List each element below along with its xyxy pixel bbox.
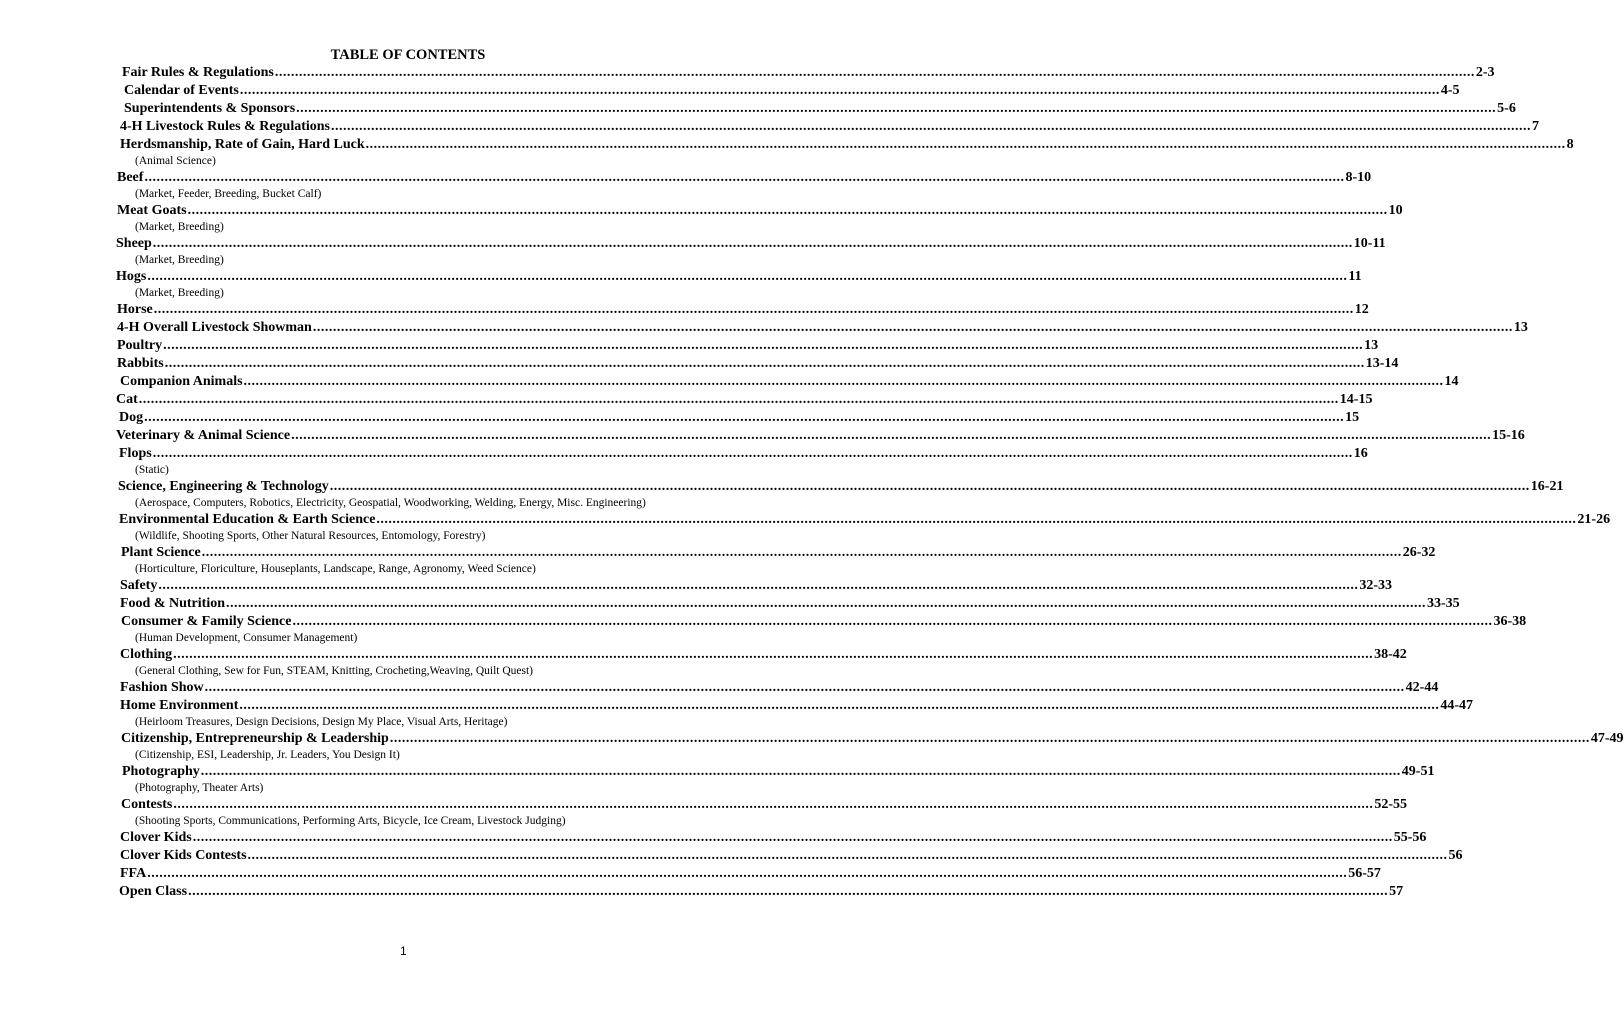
- toc-entry-label: Companion Animals: [120, 374, 243, 389]
- toc-entry-pages: 36-38: [1493, 614, 1527, 629]
- toc-entry-pages: 15-16: [1492, 428, 1525, 443]
- dot-leader: ............................................................................................................................................................................................................................................................................................................: [376, 512, 1577, 527]
- toc-subcategory: (Market, Breeding): [135, 221, 224, 233]
- toc-entry-pages: 13: [1513, 320, 1528, 335]
- toc-entry: [116, 427, 1525, 445]
- toc-entry: [121, 796, 1408, 814]
- toc-entry-pages: 47-49: [1590, 731, 1624, 746]
- toc-entry-pages: 13: [1364, 338, 1379, 353]
- toc-entry-label: Cat: [116, 392, 138, 407]
- toc-entry: [116, 235, 1386, 253]
- toc-entry: [116, 391, 1373, 409]
- dot-leader: ............................................................................................................................................................................................................................................................................................................: [200, 764, 1401, 779]
- toc-entry: [120, 697, 1474, 715]
- toc-entry: [124, 82, 1460, 100]
- dot-leader: ............................................................................................................................................................................................................................................................................................................: [226, 596, 1426, 611]
- toc-entry-label: Flops: [119, 446, 152, 461]
- toc-subcategory: (Aerospace, Computers, Robotics, Electricity, Geospatial, Woodworking, Welding, Energy, Misc. Engineering): [135, 497, 646, 509]
- toc-entry-label: 4-H Overall Livestock Showman: [117, 320, 312, 335]
- toc-entry: [120, 373, 1459, 391]
- toc-subcategory: (Wildlife, Shooting Sports, Other Natural Resources, Entomology, Forestry): [135, 530, 486, 542]
- toc-entry: [118, 478, 1564, 496]
- dot-leader: ............................................................................................................................................................................................................................................................................................................: [331, 119, 1531, 134]
- toc-entry: [120, 595, 1460, 613]
- dot-leader: ............................................................................................................................................................................................................................................................................................................: [147, 269, 1348, 284]
- toc-entry-pages: 8: [1566, 137, 1574, 152]
- toc-entry-pages: 56: [1448, 848, 1463, 863]
- toc-entry: [120, 118, 1539, 136]
- toc-entry-pages: 5-6: [1497, 101, 1516, 116]
- toc-entry-label: Sheep: [116, 236, 152, 251]
- toc-entry: [120, 679, 1439, 697]
- dot-leader: ............................................................................................................................................................................................................................................................................................................: [204, 680, 1405, 695]
- toc-entry: [121, 730, 1624, 748]
- toc-subcategory: (Static): [135, 464, 169, 476]
- toc-entry-label: Veterinary & Animal Science: [116, 428, 291, 443]
- toc-entry: [120, 136, 1574, 154]
- toc-entry: [120, 646, 1407, 664]
- toc-entry-pages: 13-14: [1365, 356, 1399, 371]
- toc-entry-label: Photography: [122, 764, 200, 779]
- toc-entry-pages: 14: [1444, 374, 1459, 389]
- toc-entry-label: Food & Nutrition: [120, 596, 225, 611]
- toc-entry-pages: 14-15: [1339, 392, 1373, 407]
- toc-entry-label: Clover Kids Contests: [120, 848, 247, 863]
- toc-entry-label: Calendar of Events: [124, 83, 239, 98]
- toc-entry-pages: 10-11: [1353, 236, 1386, 251]
- toc-entry-label: Dog: [119, 410, 144, 425]
- toc-entry-label: Fair Rules & Regulations: [122, 65, 274, 80]
- toc-subcategory: (Human Development, Consumer Management): [135, 632, 358, 644]
- toc-entry: [120, 577, 1392, 595]
- dot-leader: ............................................................................................................................................................................................................................................................................................................: [158, 578, 1359, 593]
- toc-entry-pages: 52-55: [1374, 797, 1408, 812]
- dot-leader: ............................................................................................................................................................................................................................................................................................................: [173, 797, 1374, 812]
- toc-entry-pages: 57: [1389, 884, 1404, 899]
- toc-entry-pages: 44-47: [1440, 698, 1474, 713]
- toc-entry-label: Rabbits: [117, 356, 164, 371]
- toc-entry-label: Superintendents & Sponsors: [124, 101, 296, 116]
- toc-entry-pages: 16: [1353, 446, 1368, 461]
- toc-entry: [119, 883, 1404, 901]
- dot-leader: ............................................................................................................................................................................................................................................................................................................: [188, 884, 1389, 899]
- dot-leader: ............................................................................................................................................................................................................................................................................................................: [163, 338, 1364, 353]
- toc-entry: [116, 268, 1362, 286]
- toc-entry: [119, 511, 1611, 529]
- toc-entry-label: Herdsmanship, Rate of Gain, Hard Luck: [120, 137, 365, 152]
- toc-entry-pages: 12: [1354, 302, 1369, 317]
- dot-leader: ............................................................................................................................................................................................................................................................................................................: [274, 65, 1475, 80]
- toc-entry: [121, 613, 1527, 631]
- dot-leader: ............................................................................................................................................................................................................................................................................................................: [192, 830, 1393, 845]
- toc-entry-label: Clothing: [120, 647, 173, 662]
- dot-leader: ............................................................................................................................................................................................................................................................................................................: [239, 83, 1440, 98]
- toc-entry-pages: 55-56: [1393, 830, 1427, 845]
- toc-subcategory: (General Clothing, Sew for Fun, STEAM, Knitting, Crocheting,Weaving, Quilt Quest): [135, 665, 534, 677]
- toc-entry-pages: 15: [1345, 410, 1360, 425]
- dot-leader: ............................................................................................................................................................................................................................................................................................................: [138, 392, 1339, 407]
- toc-entry-label: FFA: [120, 866, 147, 881]
- dot-leader: ............................................................................................................................................................................................................................................................................................................: [292, 614, 1493, 629]
- dot-leader: ............................................................................................................................................................................................................................................................................................................: [365, 137, 1566, 152]
- toc-entry-pages: 4-5: [1440, 83, 1460, 98]
- toc-entry: [117, 319, 1528, 337]
- toc-entry: [117, 301, 1369, 319]
- toc-subcategory: (Citizenship, ESI, Leadership, Jr. Leaders, You Design It): [135, 749, 400, 761]
- toc-subcategory: (Photography, Theater Arts): [135, 782, 264, 794]
- dot-leader: ............................................................................................................................................................................................................................................................................................................: [144, 170, 1345, 185]
- toc-entry-pages: 10: [1388, 203, 1403, 218]
- toc-entry: [117, 337, 1379, 355]
- toc-entry-label: Horse: [117, 302, 153, 317]
- toc-entry: [121, 544, 1436, 562]
- toc-entry-label: Consumer & Family Science: [121, 614, 292, 629]
- dot-leader: ............................................................................................................................................................................................................................................................................................................: [187, 203, 1388, 218]
- toc-entry-label: Clover Kids: [120, 830, 192, 845]
- dot-leader: ............................................................................................................................................................................................................................................................................................................: [153, 302, 1354, 317]
- dot-leader: ............................................................................................................................................................................................................................................................................................................: [173, 647, 1374, 662]
- toc-entry: [122, 763, 1435, 781]
- dot-leader: ............................................................................................................................................................................................................................................................................................................: [144, 410, 1345, 425]
- toc-entry-pages: 8-10: [1345, 170, 1372, 185]
- toc-entry-label: Citizenship, Entrepreneurship & Leadership: [121, 731, 389, 746]
- toc-subcategory: (Shooting Sports, Communications, Performing Arts, Bicycle, Ice Cream, Livestock Judging): [135, 815, 566, 827]
- toc-entry: [117, 355, 1399, 373]
- toc-subcategory: (Market, Breeding): [135, 287, 224, 299]
- dot-leader: ............................................................................................................................................................................................................................................................................................................: [312, 320, 1513, 335]
- toc-entry: [120, 829, 1427, 847]
- toc-entry: [117, 169, 1372, 187]
- toc-entry-label: Home Environment: [120, 698, 239, 713]
- toc-entry-label: Open Class: [119, 884, 188, 899]
- toc-entry-label: Environmental Education & Earth Science: [119, 512, 376, 527]
- toc-entry-label: Beef: [117, 170, 144, 185]
- dot-leader: ............................................................................................................................................................................................................................................................................................................: [296, 101, 1497, 116]
- toc-entry: [117, 202, 1403, 220]
- toc-entry-pages: 32-33: [1359, 578, 1392, 593]
- page-title: TABLE OF CONTENTS: [330, 47, 486, 63]
- toc-entry-pages: 11: [1348, 269, 1362, 284]
- toc-entry: [120, 865, 1381, 883]
- toc-entry-label: 4-H Livestock Rules & Regulations: [120, 119, 330, 134]
- toc-entry-label: Plant Science: [121, 545, 201, 560]
- toc-subcategory: (Heirloom Treasures, Design Decisions, Design My Place, Visual Arts, Heritage): [135, 716, 508, 728]
- toc-entry-label: Poultry: [117, 338, 163, 353]
- toc-subcategory: (Animal Science): [135, 155, 216, 167]
- dot-leader: ............................................................................................................................................................................................................................................................................................................: [389, 731, 1590, 746]
- toc-entry-pages: 26-32: [1402, 545, 1436, 560]
- toc-entry: [119, 445, 1368, 463]
- toc-entry-pages: 16-21: [1530, 479, 1564, 494]
- toc-entry-pages: 2-3: [1475, 65, 1495, 80]
- dot-leader: ............................................................................................................................................................................................................................................................................................................: [247, 848, 1448, 863]
- toc-entry-pages: 42-44: [1405, 680, 1439, 695]
- toc-entry-pages: 56-57: [1348, 866, 1381, 881]
- toc-entry: [122, 64, 1495, 82]
- toc-entry-pages: 7: [1532, 119, 1539, 134]
- toc-entry-pages: 33-35: [1427, 596, 1460, 611]
- dot-leader: ............................................................................................................................................................................................................................................................................................................: [291, 428, 1492, 443]
- toc-entry-pages: 38-42: [1374, 647, 1407, 662]
- toc-entry-label: Contests: [121, 797, 173, 812]
- dot-leader: ............................................................................................................................................................................................................................................................................................................: [243, 374, 1444, 389]
- toc-entry-label: Fashion Show: [120, 680, 204, 695]
- toc-subcategory: (Market, Feeder, Breeding, Bucket Calf): [135, 188, 322, 200]
- table-of-contents: [0, 64, 1624, 901]
- toc-entry-label: Hogs: [116, 269, 147, 284]
- toc-entry-label: Safety: [120, 578, 158, 593]
- dot-leader: ............................................................................................................................................................................................................................................................................................................: [329, 479, 1530, 494]
- dot-leader: ............................................................................................................................................................................................................................................................................................................: [152, 236, 1353, 251]
- dot-leader: ............................................................................................................................................................................................................................................................................................................: [201, 545, 1402, 560]
- toc-entry: [120, 847, 1463, 865]
- toc-subcategory: (Horticulture, Floriculture, Houseplants, Landscape, Range, Agronomy, Weed Science): [135, 563, 536, 575]
- toc-entry-label: Science, Engineering & Technology: [118, 479, 329, 494]
- dot-leader: ............................................................................................................................................................................................................................................................................................................: [152, 446, 1353, 461]
- toc-subcategory: (Market, Breeding): [135, 254, 224, 266]
- page-number: 1: [400, 944, 407, 958]
- dot-leader: ............................................................................................................................................................................................................................................................................................................: [164, 356, 1365, 371]
- toc-entry-pages: 49-51: [1401, 764, 1435, 779]
- toc-entry-pages: 21-26: [1577, 512, 1611, 527]
- toc-entry: [119, 409, 1360, 427]
- toc-entry-label: Meat Goats: [117, 203, 187, 218]
- dot-leader: ............................................................................................................................................................................................................................................................................................................: [147, 866, 1348, 881]
- dot-leader: ............................................................................................................................................................................................................................................................................................................: [239, 698, 1440, 713]
- toc-entry: [124, 100, 1516, 118]
